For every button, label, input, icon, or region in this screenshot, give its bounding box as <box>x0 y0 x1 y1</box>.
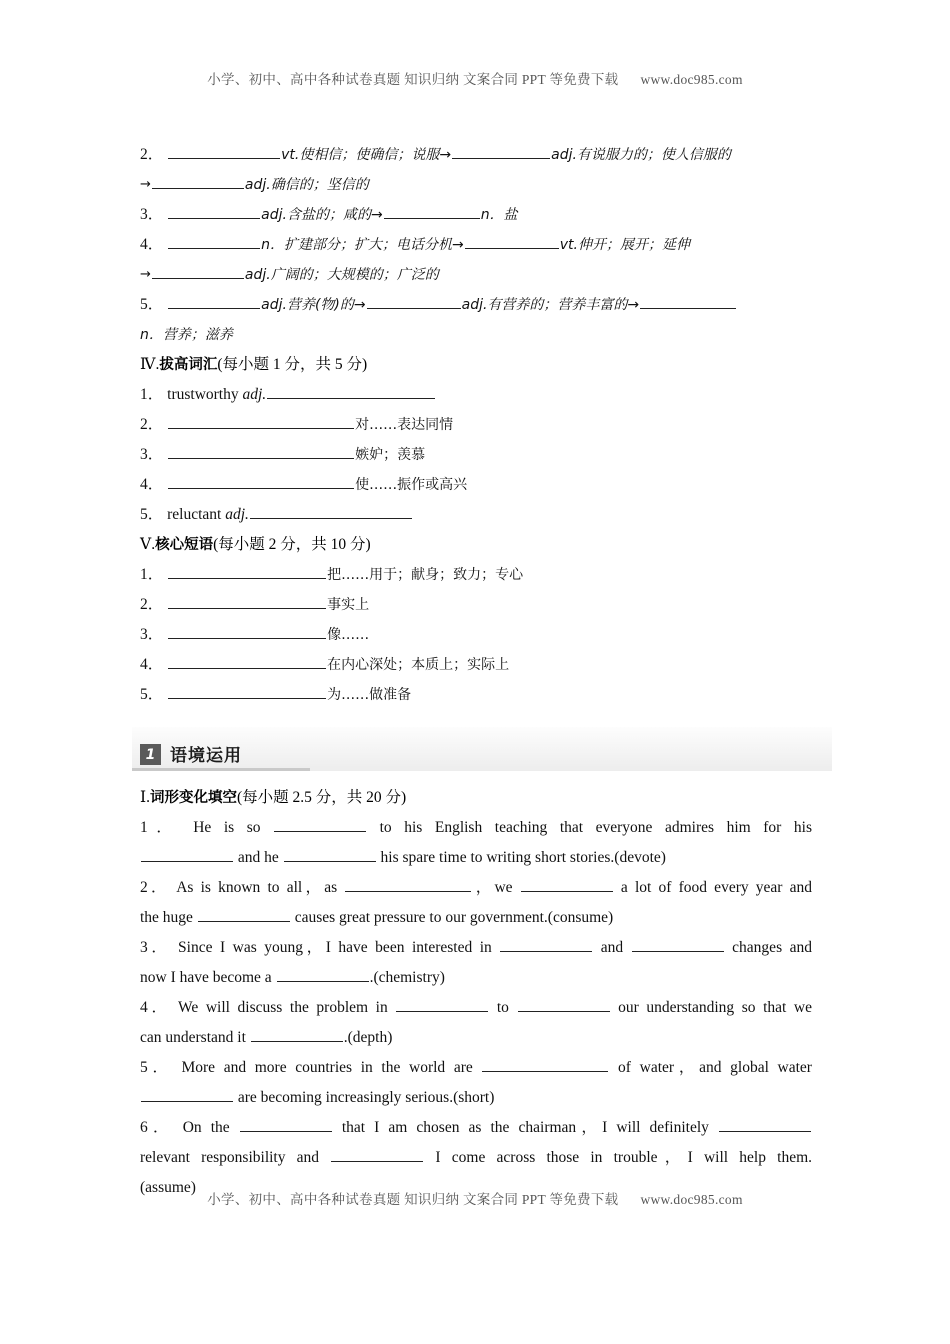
sentence-text: are becoming increasingly serious.(short) <box>234 1089 495 1106</box>
section-number-badge: 1 <box>140 744 161 765</box>
wordform-item-4-line2 <box>140 260 812 290</box>
item-gloss: adj.广阔的；大规模的；广泛的 <box>244 267 439 283</box>
item-gloss: 使……振作或高兴 <box>355 477 468 493</box>
blank-fill[interactable] <box>168 145 280 159</box>
item-gloss: vt.伸开；展开；延伸 <box>559 237 690 253</box>
running-footer-url: www.doc985.com <box>640 1192 743 1207</box>
item-gloss: n．盐 <box>480 207 518 223</box>
blank-fill[interactable] <box>367 295 461 309</box>
blank-fill[interactable] <box>345 878 471 892</box>
section-title: 核心短语 <box>155 537 214 553</box>
sentence-text: and he <box>234 849 283 866</box>
section-i-heading <box>140 783 812 813</box>
item-pos: adj. <box>225 506 249 523</box>
section-i-item-3-line1 <box>140 933 812 963</box>
item-gloss: 把……用于；献身；致力；专心 <box>327 567 524 583</box>
section-title: 词形变化填空 <box>150 790 237 806</box>
section-v-item-2 <box>140 590 812 620</box>
sentence-text: We will discuss the problem in <box>177 999 396 1016</box>
running-header <box>0 68 950 88</box>
blank-fill[interactable] <box>168 475 354 489</box>
section-score: (每小题 1 分，共 5 分) <box>217 356 368 373</box>
section-i-item-4-line1 <box>140 993 812 1023</box>
section-i-item-6-line1 <box>140 1113 812 1143</box>
section-banner <box>132 727 832 771</box>
sentence-text: relevant responsibility and <box>140 1149 331 1166</box>
section-v-item-5 <box>140 680 812 710</box>
blank-fill[interactable] <box>168 625 326 639</box>
item-word: reluctant <box>167 506 226 523</box>
wordform-item-2-line1 <box>140 140 812 170</box>
wordform-item-3-line1 <box>140 200 812 230</box>
sentence-text: .(chemistry) <box>369 969 445 986</box>
section-numeral: Ⅳ. <box>140 356 160 373</box>
blank-fill[interactable] <box>152 265 244 279</box>
blank-fill[interactable] <box>168 295 260 309</box>
blank-fill[interactable] <box>240 1118 332 1132</box>
sentence-text: the huge <box>140 909 197 926</box>
section-i-item-5-line2 <box>140 1083 812 1113</box>
item-gloss: 像…… <box>327 627 370 643</box>
wordform-item-5-line2 <box>140 320 812 350</box>
section-banner-underline <box>132 768 310 771</box>
section-v-item-4 <box>140 650 812 680</box>
blank-fill[interactable] <box>632 938 724 952</box>
content-column-lower <box>140 783 812 1203</box>
blank-fill[interactable] <box>250 505 412 519</box>
item-gloss: adj.营养(物)的→ <box>261 297 366 313</box>
section-iv-item-5 <box>140 500 812 530</box>
running-footer <box>0 1188 950 1208</box>
section-score: (每小题 2 分，共 10 分) <box>213 536 371 553</box>
item-number: 2． <box>140 146 164 163</box>
blank-fill[interactable] <box>141 1088 233 1102</box>
blank-fill[interactable] <box>277 968 369 982</box>
section-banner-inner <box>140 746 242 767</box>
arrow-icon: → <box>140 267 151 282</box>
item-number: 3． <box>140 939 171 956</box>
section-i-item-5-line1 <box>140 1053 812 1083</box>
section-banner-title: 语境运用 <box>170 746 242 766</box>
sentence-text: (assume) <box>140 1179 196 1196</box>
blank-fill[interactable] <box>198 908 290 922</box>
item-number: 3． <box>140 446 164 463</box>
running-header-text: 小学、初中、高中各种试卷真题 知识归纳 文案合同 PPT 等免费下载 <box>207 72 619 87</box>
blank-fill[interactable] <box>396 998 488 1012</box>
sentence-text: On the <box>182 1119 239 1136</box>
item-pos: adj. <box>242 386 267 403</box>
section-v-item-3 <box>140 620 812 650</box>
wordform-item-2-line2 <box>140 170 812 200</box>
running-footer-text: 小学、初中、高中各种试卷真题 知识归纳 文案合同 PPT 等免费下载 <box>207 1192 619 1207</box>
wordform-item-4-line1 <box>140 230 812 260</box>
blank-fill[interactable] <box>168 565 326 579</box>
blank-fill[interactable] <box>640 295 736 309</box>
item-number: 5． <box>140 296 164 313</box>
running-header-url: www.doc985.com <box>640 72 743 87</box>
blank-fill[interactable] <box>384 205 480 219</box>
sentence-text: More and more countries in the world are <box>181 1059 482 1076</box>
sentence-text: As is known to all，as <box>176 879 345 896</box>
item-number: 4． <box>140 656 164 673</box>
blank-fill[interactable] <box>168 445 354 459</box>
sentence-text: our understanding so that we <box>610 999 812 1016</box>
blank-fill[interactable] <box>518 998 610 1012</box>
blank-fill[interactable] <box>274 818 366 832</box>
item-number: 3． <box>140 206 164 223</box>
item-gloss: 对……表达同情 <box>355 417 454 433</box>
item-number: 5． <box>140 506 164 523</box>
blank-fill[interactable] <box>168 415 354 429</box>
section-i-item-6-line2 <box>140 1143 812 1173</box>
section-i-item-1-line2 <box>140 843 812 873</box>
item-gloss: adj.含盐的；咸的→ <box>261 207 383 223</box>
sentence-text: his spare time to writing short stories.(devote) <box>376 849 666 866</box>
item-number: 4． <box>140 999 171 1016</box>
section-i-item-2-line1 <box>140 873 812 903</box>
blank-fill[interactable] <box>331 1148 423 1162</box>
blank-fill[interactable] <box>267 385 435 399</box>
sentence-text: .(depth) <box>343 1029 393 1046</box>
sentence-text: that I am chosen as the chairman，I will definitely <box>332 1119 718 1136</box>
item-gloss: 为……做准备 <box>327 687 412 703</box>
item-gloss: n．扩建部分；扩大；电话分机→ <box>261 237 464 253</box>
section-i-item-1-line1 <box>140 813 812 843</box>
item-gloss: 嫉妒；羡慕 <box>355 447 426 463</box>
section-i-item-4-line2 <box>140 1023 812 1053</box>
item-number: 6． <box>140 1119 174 1136</box>
section-numeral: Ⅴ. <box>140 536 156 553</box>
sentence-text: ，we <box>472 879 520 896</box>
item-number: 2． <box>140 879 170 896</box>
section-score: (每小题 2.5 分，共 20 分) <box>237 789 407 806</box>
section-numeral: Ⅰ. <box>140 789 150 806</box>
section-i-item-2-line2 <box>140 903 812 933</box>
section-v-item-1 <box>140 560 812 590</box>
section-i-item-3-line2 <box>140 963 812 993</box>
item-gloss: 事实上 <box>327 597 370 613</box>
sentence-text: causes great pressure to our government.(consume) <box>290 909 614 926</box>
item-number: 2． <box>140 596 164 613</box>
item-gloss: adj.确信的；坚信的 <box>244 177 369 193</box>
blank-fill[interactable] <box>521 878 613 892</box>
sentence-text: can understand it <box>140 1029 250 1046</box>
wordform-item-5-line1 <box>140 290 812 320</box>
blank-fill[interactable] <box>251 1028 343 1042</box>
section-v-heading <box>140 530 812 560</box>
sentence-text: to <box>489 999 517 1016</box>
item-number: 1． <box>140 819 181 836</box>
blank-fill[interactable] <box>168 595 326 609</box>
section-iv-item-2 <box>140 410 812 440</box>
item-number: 5． <box>140 686 164 703</box>
item-number: 4． <box>140 476 164 493</box>
sentence-text: Since I was young，I have been interested in <box>178 939 500 956</box>
section-iv-item-4 <box>140 470 812 500</box>
blank-fill[interactable] <box>719 1118 811 1132</box>
blank-fill[interactable] <box>465 235 559 249</box>
blank-fill[interactable] <box>500 938 592 952</box>
section-iv-item-3 <box>140 440 812 470</box>
item-number: 4． <box>140 236 164 253</box>
blank-fill[interactable] <box>482 1058 608 1072</box>
sentence-text: changes and <box>724 939 812 956</box>
item-gloss: adj.有说服力的；使人信服的 <box>551 147 731 163</box>
sentence-text: He is so <box>193 819 274 836</box>
blank-fill[interactable] <box>284 848 376 862</box>
blank-fill[interactable] <box>452 145 550 159</box>
sentence-text: and <box>593 939 631 956</box>
content-column-upper <box>140 140 812 710</box>
blank-fill[interactable] <box>168 205 260 219</box>
blank-fill[interactable] <box>168 655 326 669</box>
arrow-icon: → <box>140 177 151 192</box>
item-number: 3． <box>140 626 164 643</box>
item-word: trustworthy <box>167 386 243 403</box>
section-iv-item-1 <box>140 380 812 410</box>
section-iv-heading <box>140 350 812 380</box>
section-title: 拔高词汇 <box>159 357 218 373</box>
blank-fill[interactable] <box>152 175 244 189</box>
sentence-text: now I have become a <box>140 969 276 986</box>
item-gloss: adj.有营养的；营养丰富的→ <box>461 297 640 313</box>
item-gloss: n．营养；滋养 <box>140 327 233 343</box>
sentence-text: to his English teaching that everyone admires him for his <box>367 819 812 836</box>
sentence-text: of water，and global water <box>609 1059 812 1076</box>
item-number: 5． <box>140 1059 173 1076</box>
sentence-text: a lot of food every year and <box>613 879 813 896</box>
item-number: 1． <box>140 566 164 583</box>
sentence-text: I come across those in trouble，I will help them. <box>424 1149 813 1166</box>
item-number: 2． <box>140 416 164 433</box>
item-gloss: vt.使相信；使确信；说服→ <box>281 147 452 163</box>
item-number: 1． <box>140 386 164 403</box>
item-gloss: 在内心深处；本质上；实际上 <box>327 657 510 673</box>
blank-fill[interactable] <box>168 235 260 249</box>
blank-fill[interactable] <box>141 848 233 862</box>
blank-fill[interactable] <box>168 685 326 699</box>
